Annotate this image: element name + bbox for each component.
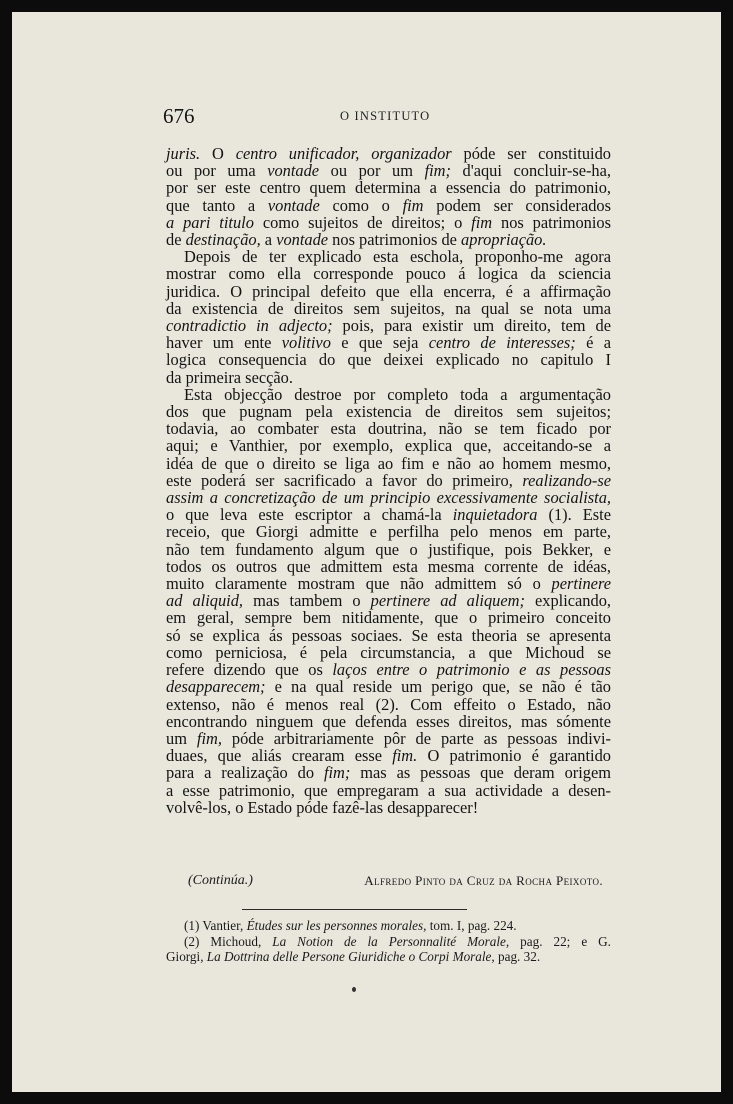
text-run: para a realização do xyxy=(166,763,324,783)
text-run: pag. 22; e G. xyxy=(509,933,611,949)
text-line xyxy=(166,455,611,472)
book-page xyxy=(12,12,721,1092)
text-run: como sujeitos de direitos; o xyxy=(253,212,472,232)
italic-text: juris. xyxy=(166,144,201,163)
footnote-line xyxy=(166,934,611,950)
ink-spot xyxy=(352,987,356,992)
text-line xyxy=(166,317,611,334)
text-run: Esta objecção destroe por completo toda a argumentação xyxy=(184,384,611,404)
text-line xyxy=(166,420,611,437)
italic-text: assim a concretização de um principio excessivamente socialista, xyxy=(166,488,611,508)
text-line xyxy=(166,214,611,231)
footnotes xyxy=(166,918,611,965)
italic-text: fim xyxy=(471,212,493,232)
text-line xyxy=(166,145,611,162)
text-run: todos os outros que admittem esta mesma corrente de idéas, xyxy=(166,556,611,576)
text-run: O patrimonio é garantido xyxy=(417,746,611,766)
text-run: idéa de que o direito se liga ao fim e não ao homem mesmo, xyxy=(166,453,611,473)
italic-text: volitivo xyxy=(281,333,331,353)
text-run: mostrar como ella corresponde pouco á logica da sciencia xyxy=(166,264,611,284)
text-run: Depois de ter explicado esta eschola, proponho-me agora xyxy=(184,247,611,267)
text-line xyxy=(166,300,611,317)
italic-text: fim. xyxy=(392,746,418,766)
italic-text: desapparecem; xyxy=(166,677,266,697)
text-run: ou por uma xyxy=(166,161,268,181)
text-line xyxy=(166,248,611,265)
text-line xyxy=(166,696,611,713)
text-line xyxy=(166,351,611,368)
text-run: a xyxy=(260,230,277,250)
text-line xyxy=(166,799,611,816)
italic-text: vontade xyxy=(276,230,329,250)
text-run: como o xyxy=(319,195,403,215)
text-line xyxy=(166,592,611,609)
signature-line xyxy=(166,871,611,893)
italic-text: vontade xyxy=(267,195,320,215)
text-line xyxy=(166,369,611,386)
text-line xyxy=(166,627,611,644)
text-run: só se explica ás pessoas sociaes. Se esta theoria se apresenta xyxy=(166,625,611,645)
italic-text: a pari titulo xyxy=(166,212,254,232)
text-run: receio, que Giorgi admitte e perfilha pelo menos em parte, xyxy=(166,522,611,542)
text-line xyxy=(166,558,611,575)
text-line xyxy=(166,506,611,523)
text-line xyxy=(166,179,611,196)
text-run: um xyxy=(166,728,197,748)
italic-text: Études sur les personnes morales, xyxy=(246,918,427,933)
text-run: dos que pugnam pela existencia de direitos sem sujeitos; xyxy=(166,402,611,422)
body-text xyxy=(166,145,611,816)
text-line xyxy=(166,747,611,764)
text-line xyxy=(166,713,611,730)
italic-text: fim, xyxy=(196,728,222,748)
italic-text: fim; xyxy=(424,161,451,181)
text-run: póde ser constituido xyxy=(451,144,611,163)
text-run: duaes, que aliás crearam esse xyxy=(166,746,393,766)
italic-text: vontade xyxy=(267,161,320,181)
text-run: podem ser considerados xyxy=(423,195,611,215)
text-line xyxy=(166,334,611,351)
text-run: pag. 32. xyxy=(494,949,541,964)
text-run: pois, para existir um direito, tem de xyxy=(332,316,611,336)
text-line xyxy=(166,609,611,626)
italic-text: laços entre o patrimonio e as pessoas xyxy=(332,660,611,680)
text-line xyxy=(166,575,611,592)
footnote-line xyxy=(166,918,611,934)
text-run: juridica. O principal defeito que ella encerra, é a affirmação xyxy=(166,281,611,301)
italic-text: pertinere xyxy=(551,574,611,594)
text-line xyxy=(166,283,611,300)
text-run: de xyxy=(166,230,186,250)
running-title: O INSTITUTO xyxy=(340,109,431,123)
text-run: nos patrimonios xyxy=(492,212,611,232)
text-run: a esse patrimonio, que empregaram a sua actividade a desen- xyxy=(166,780,611,800)
text-run: este poderá ser sacrificado a favor do primeiro, xyxy=(166,470,523,490)
text-run: é a xyxy=(575,333,611,353)
text-line xyxy=(166,231,611,248)
text-line xyxy=(166,197,611,214)
text-line xyxy=(166,678,611,695)
italic-text: La Dottrina delle Persone Giuridiche o Corpi Morale, xyxy=(206,949,495,964)
text-run: em geral, sempre bem nitidamente, que o primeiro conceito xyxy=(166,608,611,628)
text-line xyxy=(166,162,611,179)
text-line xyxy=(166,437,611,454)
italic-text: ad aliquid, xyxy=(166,591,243,611)
text-run: póde arbitrariamente pôr de parte as pessoas indivi- xyxy=(221,728,612,748)
text-line xyxy=(166,541,611,558)
italic-text: realizando-se xyxy=(522,470,611,490)
italic-text: La Notion de la Personnalité Morale, xyxy=(272,933,510,949)
footnote-line xyxy=(166,949,611,965)
text-line xyxy=(166,782,611,799)
continuation-note: (Continúa.) xyxy=(188,873,253,888)
text-run: explicando, xyxy=(524,591,611,611)
text-run: haver um ente xyxy=(166,333,282,353)
text-run: não tem fundamento algum que o justifique, pois Bekker, e xyxy=(166,539,611,559)
text-run: e que seja xyxy=(330,333,429,353)
footnote-rule xyxy=(242,909,467,910)
text-run: nos patrimonios de xyxy=(328,230,462,250)
text-run: volvê-los, o Estado póde fazê-las desapparecer! xyxy=(166,797,479,817)
text-line xyxy=(166,644,611,661)
text-run: (1). Este xyxy=(537,505,611,525)
text-run: encontrando ninguem que defenda esses direitos, mas sómente xyxy=(166,711,611,731)
italic-text: contradictio in adjecto; xyxy=(166,316,333,336)
text-run: (1) Vantier, xyxy=(184,918,247,933)
text-run: mas as pessoas que deram origem xyxy=(350,763,612,783)
text-line xyxy=(166,730,611,747)
text-run: Giorgi, xyxy=(166,949,207,964)
text-run: todavia, ao combater esta doutrina, não se tem ficado por xyxy=(166,419,611,439)
text-line xyxy=(166,472,611,489)
italic-text: inquietadora xyxy=(452,505,538,525)
italic-text: destinação, xyxy=(185,230,261,250)
text-run: (2) Michoud, xyxy=(184,933,273,949)
text-run: como perniciosa, é pela circumstancia, a que Michoud se xyxy=(166,642,611,662)
text-run: aqui; e Vanthier, por exemplo, explica que, acceitando-se a xyxy=(166,436,611,456)
text-line xyxy=(166,764,611,781)
italic-text: centro de interesses; xyxy=(428,333,576,353)
text-run: por ser este centro quem determina a essencia do patrimonio, xyxy=(166,178,611,198)
text-run: d'aqui concluir-se-ha, xyxy=(450,161,611,181)
text-run: o que leva este escriptor a chamá-la xyxy=(166,505,453,525)
text-run: O xyxy=(200,144,236,163)
text-run: da primeira secção. xyxy=(166,367,293,387)
text-line xyxy=(166,523,611,540)
text-line xyxy=(166,489,611,506)
page-number: 676 xyxy=(163,104,195,128)
text-run: que tanto a xyxy=(166,195,268,215)
text-line xyxy=(166,386,611,403)
italic-text: pertinere ad aliquem; xyxy=(370,591,525,611)
text-run: extenso, não é menos real (2). Com effeito o Estado, não xyxy=(166,694,611,714)
text-run: e na qual reside um perigo que, se não é tão xyxy=(265,677,611,697)
text-run: mas tambem o xyxy=(243,591,371,611)
author-name: Alfredo Pinto da Cruz da Rocha Peixoto. xyxy=(364,873,603,888)
text-run: refere dizendo que os xyxy=(166,660,333,680)
running-head xyxy=(12,104,721,130)
text-run: muito claramente mostram que não admittem só o xyxy=(166,574,552,594)
text-run: ou por um xyxy=(319,161,425,181)
text-line xyxy=(166,265,611,282)
text-line xyxy=(166,661,611,678)
text-run: tom. I, pag. 224. xyxy=(426,918,517,933)
italic-text: centro unificador, organizador xyxy=(235,144,452,163)
italic-text: apropriação. xyxy=(461,230,547,250)
text-line xyxy=(166,403,611,420)
italic-text: fim xyxy=(402,195,424,215)
text-run: da existencia de direitos sem sujeitos, na qual se nota uma xyxy=(166,298,611,318)
italic-text: fim; xyxy=(323,763,351,783)
text-run: logica consequencia do que deixei explicado no capitulo I xyxy=(166,350,611,370)
